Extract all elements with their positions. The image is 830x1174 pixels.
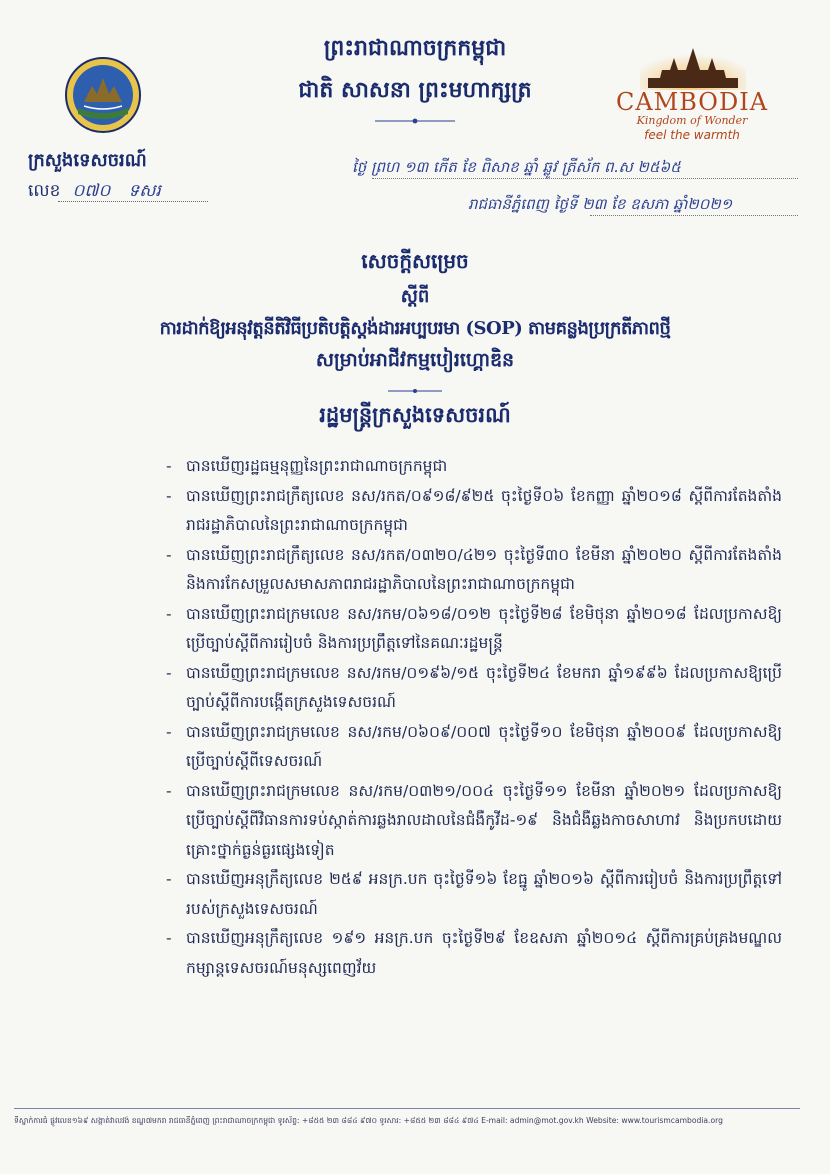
ornament-divider-icon bbox=[375, 118, 455, 124]
list-item: - បានឃើញព្រះរាជក្រឹត្យលេខ នស/រកត/០៩១៨/៩២៥ ចុះថ្ងៃទី០៦ ខែកញ្ញា ឆ្នាំ២០១៨ ស្ដីពីការតែងតាំងរាជរដ្ឋាភិបាលនៃព្រះរាជាណាចក្រកម្ពុជា bbox=[160, 482, 782, 541]
lunar-date-dotted-line bbox=[372, 178, 798, 179]
decision-title: សេចក្ដីសម្រេច bbox=[361, 249, 469, 273]
logo-tagline-wonder: Kingdom of Wonder bbox=[636, 114, 748, 127]
subject-label: ស្ដីពី bbox=[400, 286, 430, 307]
solar-date-dotted-line bbox=[590, 215, 798, 216]
list-item: - បានឃើញព្រះរាជក្រឹត្យលេខ នស/រកត/០៣២០/៤២១ ចុះថ្ងៃទី៣០ ខែមីនា ឆ្នាំ២០២០ ស្ដីពីការតែងតាំង និងការកែសម្រួលសមាសភាពរាជរដ្ឋាភិបាលនៃព្រះរាជាណាចក្រកម្ពុជា bbox=[160, 541, 782, 600]
subject-line-1: ការដាក់ឱ្យអនុវត្តនីតិវិធីប្រតិបត្តិស្តង់ដារអប្បបរមា (SOP) តាមគន្លងប្រក្រតីភាពថ្មី bbox=[159, 318, 671, 339]
legal-basis-list bbox=[160, 452, 782, 983]
kingdom-title: ព្រះរាជាណាចក្រកម្ពុជា bbox=[323, 35, 507, 61]
list-item: - បានឃើញព្រះរាជក្រមលេខ នស/រកម/០៦០៩/០០៧ ចុះថ្ងៃទី១០ ខែមិថុនា ឆ្នាំ២០០៩ ដែលប្រកាសឱ្យប្រើច្បាប់ស្ដីពីទេសចរណ៍ bbox=[160, 718, 782, 777]
footer-contact: ទីស្នាក់ការធំ ផ្លូវលេខ១៦៩ សង្កាត់វាលវង់ ខណ្ឌ៧មករា រាជធានីភ្នំពេញ ព្រះរាជាណាចក្រកម្ពុជា ទូរស័ព្ទ: +៨៥៥ ២៣ ៨៨៤ ៩៧០ ទូរសារ: +៨៥៥ ២៣ ៨៨៤ ៩៧៤ E-mail: admin@mot.gov.kh Website: www.tourismcambodia.org bbox=[14, 1116, 723, 1125]
ornament-divider-icon bbox=[388, 388, 442, 394]
national-motto: ជាតិ សាសនា ព្រះមហាក្សត្រ bbox=[298, 77, 532, 103]
list-item: - បានឃើញព្រះរាជក្រមលេខ នស/រកម/០៦១៨/០១២ ចុះថ្ងៃទី២៨ ខែមិថុនា ឆ្នាំ២០១៨ ដែលប្រកាសឱ្យប្រើច្បាប់ស្ដីពីការរៀបចំ និងការប្រព្រឹត្តទៅនៃគណៈរដ្ឋមន្ត្រី bbox=[160, 600, 782, 659]
list-item: - បានឃើញអនុក្រឹត្យលេខ ២៥៩ អនក្រ.បក ចុះថ្ងៃទី១៦ ខែធ្នូ ឆ្នាំ២០១៦ ស្ដីពីការរៀបចំ និងការប្រព្រឹត្តទៅរបស់ក្រសួងទេសចរណ៍ bbox=[160, 865, 782, 924]
cambodia-logo-text: CAMBODIA bbox=[615, 88, 769, 116]
subject-line-2: សម្រាប់អាជីវកម្មបៀរហ្គោឌិន bbox=[315, 349, 515, 371]
list-item: - បានឃើញព្រះរាជក្រមលេខ នស/រកម/០១៩៦/១៥ ចុះថ្ងៃទី២៤ ខែមករា ឆ្នាំ១៩៩៦ ដែលប្រកាសឱ្យប្រើច្បាប់ស្ដីពីការបង្កើតក្រសួងទេសចរណ៍ bbox=[160, 659, 782, 718]
list-item: - បានឃើញអនុក្រឹត្យលេខ ១៩១ អនក្រ.បក ចុះថ្ងៃទី២៩ ខែឧសភា ឆ្នាំ២០១៤ ស្ដីពីការគ្រប់គ្រងមណ្ឌលកម្សាន្តទេសចរណ៍មនុស្សពេញវ័យ bbox=[160, 924, 782, 983]
list-item: - បានឃើញរដ្ឋធម្មនុញ្ញនៃព្រះរាជាណាចក្រកម្ពុជា bbox=[160, 452, 782, 482]
reference-number-value: ០៧០ bbox=[72, 181, 111, 201]
issuer-title: រដ្ឋមន្ត្រីក្រសួងទេសចរណ៍ bbox=[319, 402, 511, 427]
lunar-date: ថ្ងៃ ព្រហ ១៣ កើត ខែ ពិសាខ ឆ្នាំ ឆ្លូវ ត្រីស័ក ព.ស ២៥៦៥ bbox=[352, 158, 681, 176]
ministry-name: ក្រសួងទេសចរណ៍ bbox=[28, 150, 147, 171]
reference-label: លេខ bbox=[28, 181, 61, 201]
footer-divider bbox=[14, 1108, 800, 1109]
angkor-wat-logo-icon bbox=[640, 42, 746, 90]
reference-suffix: ទសរ bbox=[128, 181, 161, 201]
list-item: - បានឃើញព្រះរាជក្រមលេខ នស/រកម/០៣២១/០០៤ ចុះថ្ងៃទី១១ ខែមីនា ឆ្នាំ២០២១ ដែលប្រកាសឱ្យប្រើច្បាប់ស្ដីពីវិធានការទប់ស្កាត់ការឆ្លងរាលដាលនៃជំងឺកូវីដ-១៩ និងជំងឺឆ្លងកាចសាហាវ និងប្រកបដោយគ្រោះថ្នាក់ធ្ងន់ធ្ងរផ្សេងទៀត bbox=[160, 777, 782, 866]
reference-dotted-line bbox=[58, 201, 208, 202]
ministry-seal-icon bbox=[64, 56, 142, 134]
logo-tagline-warmth: feel the warmth bbox=[644, 128, 740, 142]
solar-date: រាជធានីភ្នំពេញ ថ្ងៃទី ២៣ ខែ ឧសភា ឆ្នាំ២០២១ bbox=[468, 195, 733, 213]
